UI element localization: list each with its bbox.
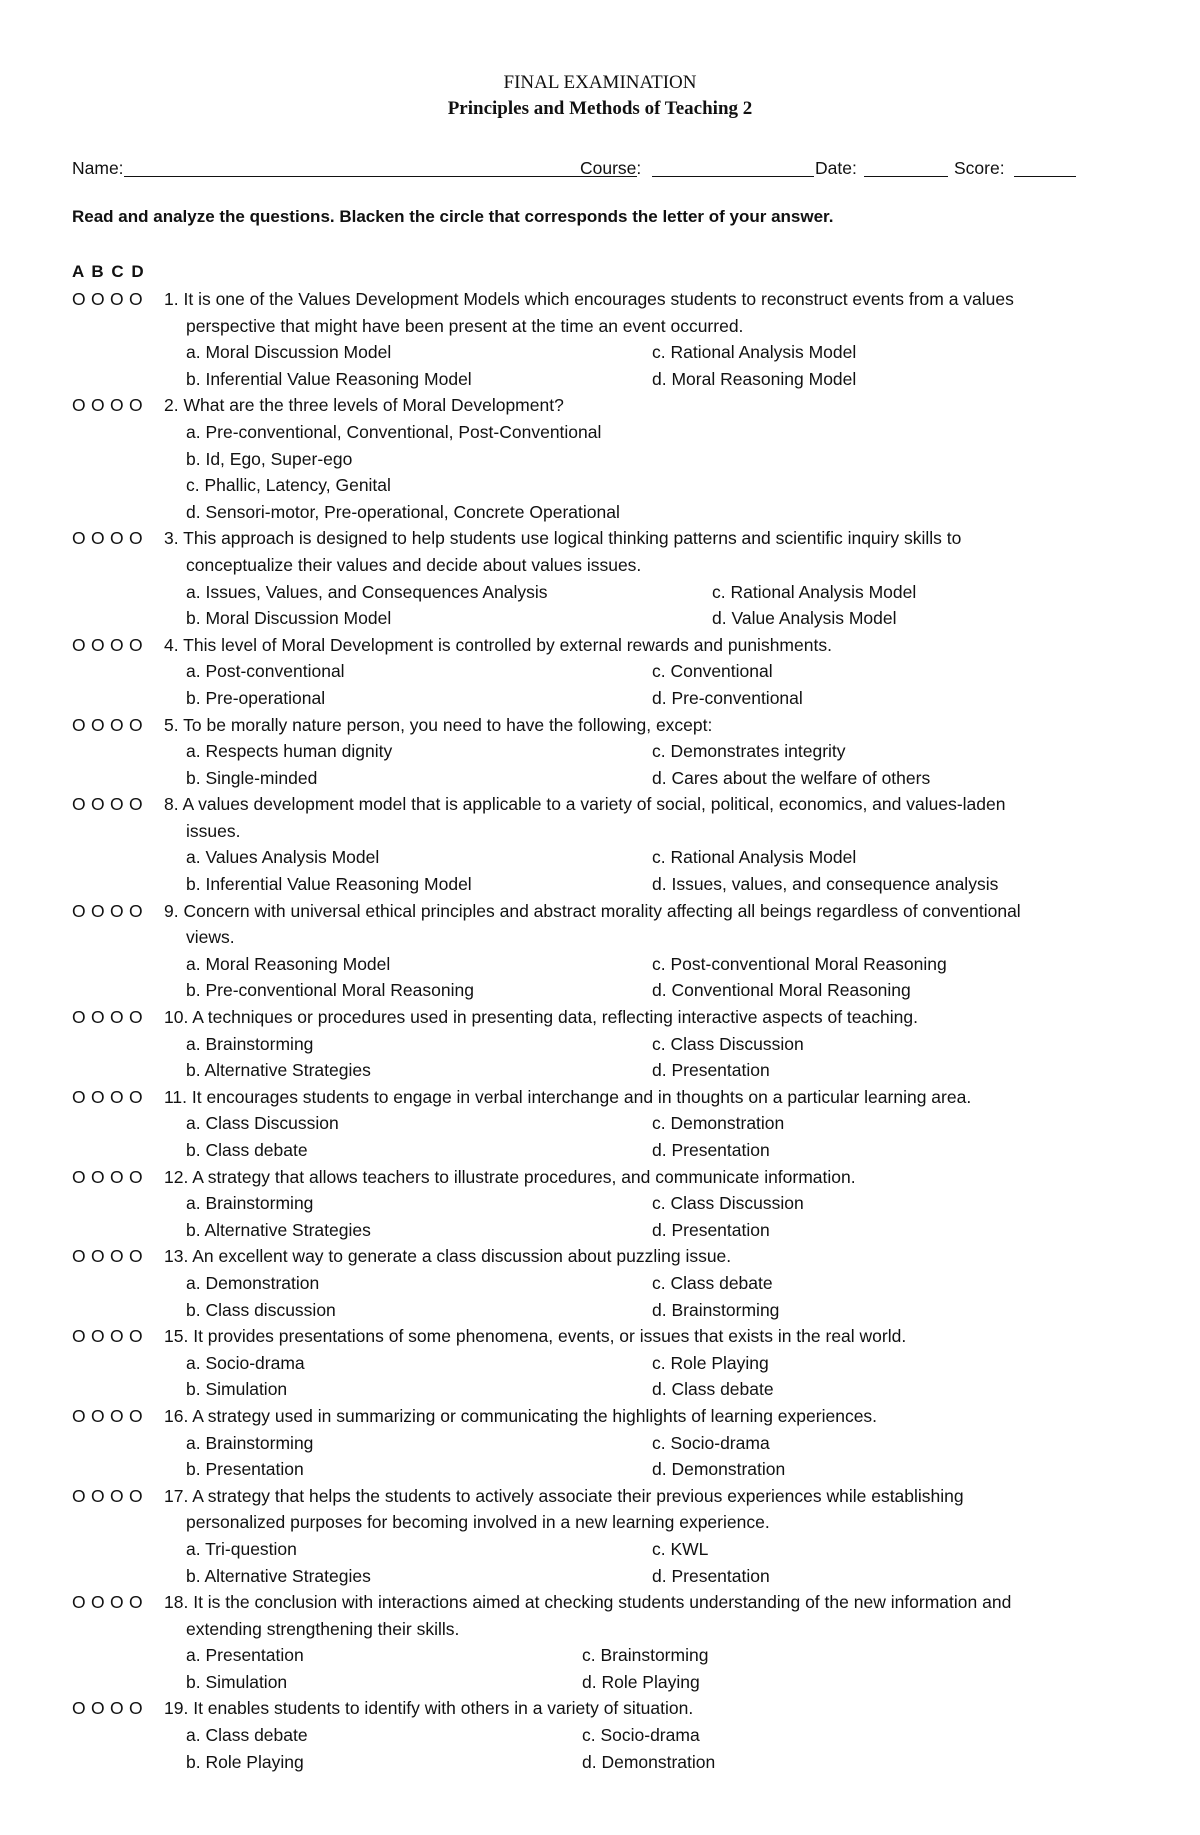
date-field[interactable] <box>864 176 948 177</box>
answer-option: c. Socio-drama <box>582 1725 700 1746</box>
question-number: 19. <box>164 1698 189 1719</box>
question-number: 3. <box>164 528 179 549</box>
question-number: 4. <box>164 634 179 655</box>
question-item <box>72 1483 1132 1589</box>
option-row <box>72 1297 1132 1324</box>
answer-circles <box>72 1004 164 1031</box>
answer-circle-c[interactable]: O <box>110 528 124 549</box>
question-number: 5. <box>164 714 179 735</box>
answer-circle-a[interactable]: O <box>72 1086 86 1107</box>
answer-circle-a[interactable]: O <box>72 900 86 921</box>
question-item <box>72 1164 1132 1244</box>
answer-circles <box>72 1483 164 1510</box>
answer-circle-c[interactable]: O <box>110 1405 124 1426</box>
score-field[interactable] <box>1014 176 1076 177</box>
answer-circle-d[interactable]: O <box>129 1698 143 1719</box>
answer-option: c. Socio-drama <box>652 1432 770 1453</box>
answer-option: a. Class debate <box>186 1725 308 1746</box>
answer-option: d. Issues, values, and consequence analysis <box>652 874 999 895</box>
question-text: Concern with universal ethical principles and abstract morality affecting all beings regardless of conventional <box>183 900 1021 921</box>
answer-circle-d[interactable]: O <box>129 528 143 549</box>
answer-option: c. Post-conventional Moral Reasoning <box>652 953 947 974</box>
answer-option: b. Id, Ego, Super-ego <box>186 448 353 469</box>
answer-circle-a[interactable]: O <box>72 794 86 815</box>
answer-circle-a[interactable]: O <box>72 395 86 416</box>
answer-circle-a[interactable]: O <box>72 1485 86 1506</box>
option-row <box>72 1217 1132 1244</box>
question-number: 18. <box>164 1592 189 1613</box>
answer-circle-d[interactable]: O <box>129 634 143 655</box>
answer-option: d. Brainstorming <box>652 1299 780 1320</box>
answer-option: a. Moral Reasoning Model <box>186 953 391 974</box>
answer-circle-b[interactable]: O <box>91 714 105 735</box>
answer-circle-c[interactable]: O <box>110 1485 124 1506</box>
answer-circle-a[interactable]: O <box>72 528 86 549</box>
answer-circle-a[interactable]: O <box>72 1166 86 1187</box>
option-row <box>72 1669 1132 1696</box>
answer-circles <box>72 1403 164 1430</box>
answer-circle-b[interactable]: O <box>91 1326 105 1347</box>
option-row <box>72 738 1132 765</box>
option-row <box>72 685 1132 712</box>
answer-option: d. Class debate <box>652 1379 774 1400</box>
date-label: Date: <box>815 158 857 178</box>
option-row <box>72 1376 1132 1403</box>
answer-circle-b[interactable]: O <box>91 1698 105 1719</box>
course-field[interactable] <box>652 176 814 177</box>
question-item <box>72 1004 1132 1084</box>
answer-option: b. Inferential Value Reasoning Model <box>186 874 472 895</box>
answer-circles <box>72 525 164 552</box>
question-number: 10. <box>164 1007 189 1028</box>
question-number: 2. <box>164 395 179 416</box>
question-item <box>72 286 1132 392</box>
option-row <box>72 366 1132 393</box>
answer-option: b. Class debate <box>186 1140 308 1160</box>
option-row <box>72 1722 1132 1749</box>
question-item <box>72 712 1132 792</box>
answer-option: b. Pre-conventional Moral Reasoning <box>186 980 474 1001</box>
answer-circle-a[interactable]: O <box>72 289 86 309</box>
answer-circle-a[interactable]: O <box>72 1326 86 1347</box>
question-text: It enables students to identify with others in a variety of situation. <box>193 1698 694 1719</box>
answer-option: c. Conventional <box>652 661 773 682</box>
answer-circle-d[interactable]: O <box>129 1007 143 1028</box>
question-number: 16. <box>164 1405 189 1426</box>
question-item <box>72 791 1132 897</box>
answer-option: c. Demonstrates integrity <box>652 741 846 762</box>
answer-circle-b[interactable]: O <box>91 1007 105 1028</box>
answer-option: d. Presentation <box>652 1140 770 1160</box>
answer-option: d. Demonstration <box>582 1751 716 1772</box>
answer-option: b. Simulation <box>186 1379 288 1400</box>
answer-circle-a[interactable]: O <box>72 1592 86 1613</box>
option-row <box>72 339 1132 366</box>
answer-circle-c[interactable]: O <box>110 1246 124 1267</box>
answer-circle-d[interactable]: O <box>129 289 143 309</box>
answer-circles <box>72 392 164 419</box>
answer-circle-c[interactable]: O <box>110 1592 124 1613</box>
name-label: Name: <box>72 158 124 178</box>
answer-option: c. KWL <box>652 1538 709 1559</box>
answer-circle-c[interactable]: O <box>110 900 124 921</box>
answer-option: d. Demonstration <box>652 1459 786 1480</box>
question-text: It encourages students to engage in verbal interchange and in thoughts on a particular learning area. <box>191 1086 972 1107</box>
answer-circle-b[interactable]: O <box>91 1592 105 1613</box>
answer-circle-c[interactable]: O <box>110 395 124 416</box>
name-field[interactable] <box>124 176 637 177</box>
option-row <box>72 1749 1132 1776</box>
answer-option: d. Value Analysis Model <box>712 608 897 629</box>
question-text: It is the conclusion with interactions aimed at checking students understanding of the new information and <box>193 1592 1012 1613</box>
answer-option: b. Moral Discussion Model <box>186 608 392 629</box>
answer-option: b. Alternative Strategies <box>186 1219 371 1240</box>
question-text: A strategy used in summarizing or communicating the highlights of learning experiences. <box>192 1405 878 1426</box>
answer-option: a. Issues, Values, and Consequences Analysis <box>186 581 548 602</box>
answer-option: c. Rational Analysis Model <box>652 342 857 363</box>
answer-option: b. Simulation <box>186 1671 288 1692</box>
question-text: A values development model that is applicable to a variety of social, political, economics, and values-laden <box>182 794 1006 815</box>
instructions: Read and analyze the questions. Blacken the circle that corresponds the letter of your answer. <box>72 207 834 226</box>
answer-option: b. Presentation <box>186 1459 304 1480</box>
answer-circle-a[interactable]: O <box>72 1246 86 1267</box>
answer-option: b. Role Playing <box>186 1751 304 1772</box>
question-text-continued: extending strengthening their skills. <box>186 1618 460 1639</box>
answer-option: d. Presentation <box>652 1565 770 1586</box>
answer-circle-c[interactable]: O <box>110 289 124 309</box>
question-number: 12. <box>164 1166 189 1187</box>
answer-circle-c[interactable]: O <box>110 794 124 815</box>
answer-option: d. Conventional Moral Reasoning <box>652 980 911 1001</box>
question-item <box>72 392 1132 525</box>
question-item <box>72 1243 1132 1323</box>
answer-option: d. Sensori-motor, Pre-operational, Concrete Operational <box>186 501 620 522</box>
answer-circle-a[interactable]: O <box>72 1007 86 1028</box>
answer-option: d. Pre-conventional <box>652 687 803 708</box>
answer-option: a. Class Discussion <box>186 1113 339 1134</box>
question-text: To be morally nature person, you need to have the following, except: <box>183 714 713 735</box>
question-text: This approach is designed to help students use logical thinking patterns and scientific inquiry skills to <box>183 528 962 549</box>
answer-circle-b[interactable]: O <box>91 634 105 655</box>
question-number: 9. <box>164 900 179 921</box>
answer-circle-c[interactable]: O <box>110 1086 124 1107</box>
answer-option: a. Presentation <box>186 1645 304 1666</box>
exam-title: FINAL EXAMINATION <box>503 72 697 93</box>
answer-option: b. Inferential Value Reasoning Model <box>186 368 472 389</box>
question-text-continued: views. <box>186 927 235 948</box>
answer-circles <box>72 1164 164 1191</box>
option-row <box>72 1031 1132 1058</box>
question-number: 17. <box>164 1485 189 1506</box>
question-item <box>72 1084 1132 1164</box>
option-row <box>72 1350 1132 1377</box>
option-row <box>72 1456 1132 1483</box>
answer-circles <box>72 286 164 313</box>
option-row <box>72 951 1132 978</box>
answer-option: a. Post-conventional <box>186 661 345 682</box>
answer-circle-d[interactable]: O <box>129 395 143 416</box>
question-number: 13. <box>164 1246 189 1267</box>
answer-circle-a[interactable]: O <box>72 714 86 735</box>
option-row <box>72 446 1132 473</box>
question-text-continued: personalized purposes for becoming involved in a new learning experience. <box>186 1512 770 1533</box>
question-item <box>72 1589 1132 1695</box>
question-text: A strategy that allows teachers to illustrate procedures, and communicate information. <box>192 1166 856 1187</box>
answer-option: c. Phallic, Latency, Genital <box>186 475 391 496</box>
option-row <box>72 1536 1132 1563</box>
answer-circle-a[interactable]: O <box>72 634 86 655</box>
option-row <box>72 1270 1132 1297</box>
answer-circle-b[interactable]: O <box>91 395 105 416</box>
answer-circles <box>72 1695 164 1722</box>
answer-circle-a[interactable]: O <box>72 1405 86 1426</box>
course-label: Course: <box>580 158 642 178</box>
answer-circle-d[interactable]: O <box>129 1086 143 1107</box>
option-row <box>72 844 1132 871</box>
question-number: 11. <box>164 1086 188 1107</box>
answer-option: a. Brainstorming <box>186 1432 314 1453</box>
answer-option: a. Brainstorming <box>186 1033 314 1054</box>
answer-circle-c[interactable]: O <box>110 1166 124 1187</box>
answer-circles <box>72 1589 164 1616</box>
option-row <box>72 1057 1132 1084</box>
answer-option: a. Moral Discussion Model <box>186 342 392 363</box>
question-text: It is one of the Values Development Models which encourages students to reconstruct events from a values <box>183 289 1014 309</box>
answer-option: b. Pre-operational <box>186 687 326 708</box>
answer-option: c. Role Playing <box>652 1352 769 1373</box>
answer-option: c. Class debate <box>652 1272 773 1293</box>
answer-circle-b[interactable]: O <box>91 1485 105 1506</box>
answer-column-header: A B C D <box>72 262 144 281</box>
answer-circle-c[interactable]: O <box>110 1698 124 1719</box>
option-row <box>72 871 1132 898</box>
answer-circle-b[interactable]: O <box>91 794 105 815</box>
option-row <box>72 419 1132 446</box>
answer-circle-b[interactable]: O <box>91 1086 105 1107</box>
question-text: A strategy that helps the students to actively associate their previous experiences while establishing <box>192 1485 964 1506</box>
answer-circle-b[interactable]: O <box>91 1246 105 1267</box>
question-number: 8. <box>164 794 179 815</box>
answer-option: a. Brainstorming <box>186 1193 314 1214</box>
option-row <box>72 658 1132 685</box>
question-text: An excellent way to generate a class discussion about puzzling issue. <box>192 1246 732 1267</box>
exam-subtitle: Principles and Methods of Teaching 2 <box>447 98 753 119</box>
answer-circle-d[interactable]: O <box>129 1485 143 1506</box>
option-row <box>72 1563 1132 1590</box>
answer-option: a. Values Analysis Model <box>186 847 380 868</box>
answer-option: d. Presentation <box>652 1219 770 1240</box>
answer-circle-b[interactable]: O <box>91 900 105 921</box>
answer-circle-b[interactable]: O <box>91 528 105 549</box>
answer-option: a. Pre-conventional, Conventional, Post-Conventional <box>186 421 602 442</box>
question-text: This level of Moral Development is controlled by external rewards and punishments. <box>183 634 832 655</box>
question-item <box>72 1323 1132 1403</box>
answer-circles <box>72 898 164 925</box>
question-number: 1. <box>164 289 179 309</box>
score-label: Score: <box>954 158 1005 178</box>
student-info-fields <box>72 158 1082 184</box>
answer-circle-c[interactable]: O <box>110 1326 124 1347</box>
answer-circles <box>72 1323 164 1350</box>
answer-option: b. Class discussion <box>186 1299 336 1320</box>
answer-circle-b[interactable]: O <box>91 1166 105 1187</box>
option-row <box>72 579 1132 606</box>
question-text-continued: perspective that might have been present at the time an event occurred. <box>186 315 744 336</box>
question-item <box>72 1403 1132 1483</box>
answer-option: d. Presentation <box>652 1060 770 1081</box>
answer-circle-d[interactable]: O <box>129 714 143 735</box>
question-text: It provides presentations of some phenomena, events, or issues that exists in the real world. <box>193 1326 907 1347</box>
answer-option: a. Tri-question <box>186 1538 297 1559</box>
answer-circles <box>72 1243 164 1270</box>
answer-circle-d[interactable]: O <box>129 1592 143 1613</box>
question-list <box>72 286 1132 1775</box>
question-item <box>72 632 1132 712</box>
question-text-continued: issues. <box>186 820 241 841</box>
answer-option: b. Alternative Strategies <box>186 1060 371 1081</box>
question-text: What are the three levels of Moral Development? <box>183 395 564 416</box>
question-text: A techniques or procedures used in presenting data, reflecting interactive aspects of teaching. <box>192 1007 918 1028</box>
answer-option: d. Moral Reasoning Model <box>652 368 857 389</box>
answer-circles <box>72 791 164 818</box>
answer-option: c. Rational Analysis Model <box>652 847 857 868</box>
question-item <box>72 1695 1132 1775</box>
answer-option: d. Role Playing <box>582 1671 700 1692</box>
option-row <box>72 1110 1132 1137</box>
answer-circles <box>72 632 164 659</box>
answer-option: c. Brainstorming <box>582 1645 709 1666</box>
answer-circle-d[interactable]: O <box>129 1326 143 1347</box>
option-row <box>72 765 1132 792</box>
question-text-continued: conceptualize their values and decide about values issues. <box>186 554 642 575</box>
answer-circle-d[interactable]: O <box>129 900 143 921</box>
answer-option: a. Respects human dignity <box>186 741 393 762</box>
answer-option: a. Demonstration <box>186 1272 320 1293</box>
answer-option: c. Class Discussion <box>652 1193 804 1214</box>
answer-circle-d[interactable]: O <box>129 794 143 815</box>
option-row <box>72 472 1132 499</box>
answer-option: d. Cares about the welfare of others <box>652 767 931 788</box>
answer-circle-c[interactable]: O <box>110 1007 124 1028</box>
question-number: 15. <box>164 1326 189 1347</box>
answer-option: c. Rational Analysis Model <box>712 581 917 602</box>
question-item <box>72 898 1132 1004</box>
option-row <box>72 605 1132 632</box>
option-row <box>72 1642 1132 1669</box>
option-row <box>72 1430 1132 1457</box>
answer-option: a. Socio-drama <box>186 1352 305 1373</box>
answer-circle-d[interactable]: O <box>129 1405 143 1426</box>
answer-option: c. Class Discussion <box>652 1033 804 1054</box>
answer-circle-a[interactable]: O <box>72 1698 86 1719</box>
answer-option: b. Alternative Strategies <box>186 1565 371 1586</box>
answer-circle-b[interactable]: O <box>91 289 105 309</box>
answer-option: b. Single-minded <box>186 767 318 788</box>
option-row <box>72 977 1132 1004</box>
answer-circles <box>72 1084 164 1111</box>
answer-circle-d[interactable]: O <box>129 1246 143 1267</box>
option-row <box>72 1190 1132 1217</box>
answer-option: c. Demonstration <box>652 1113 785 1134</box>
answer-circle-c[interactable]: O <box>110 634 124 655</box>
answer-circle-c[interactable]: O <box>110 714 124 735</box>
question-item <box>72 525 1132 631</box>
option-row <box>72 1137 1132 1164</box>
answer-circle-b[interactable]: O <box>91 1405 105 1426</box>
option-row <box>72 499 1132 526</box>
answer-circles <box>72 712 164 739</box>
answer-circle-d[interactable]: O <box>129 1166 143 1187</box>
